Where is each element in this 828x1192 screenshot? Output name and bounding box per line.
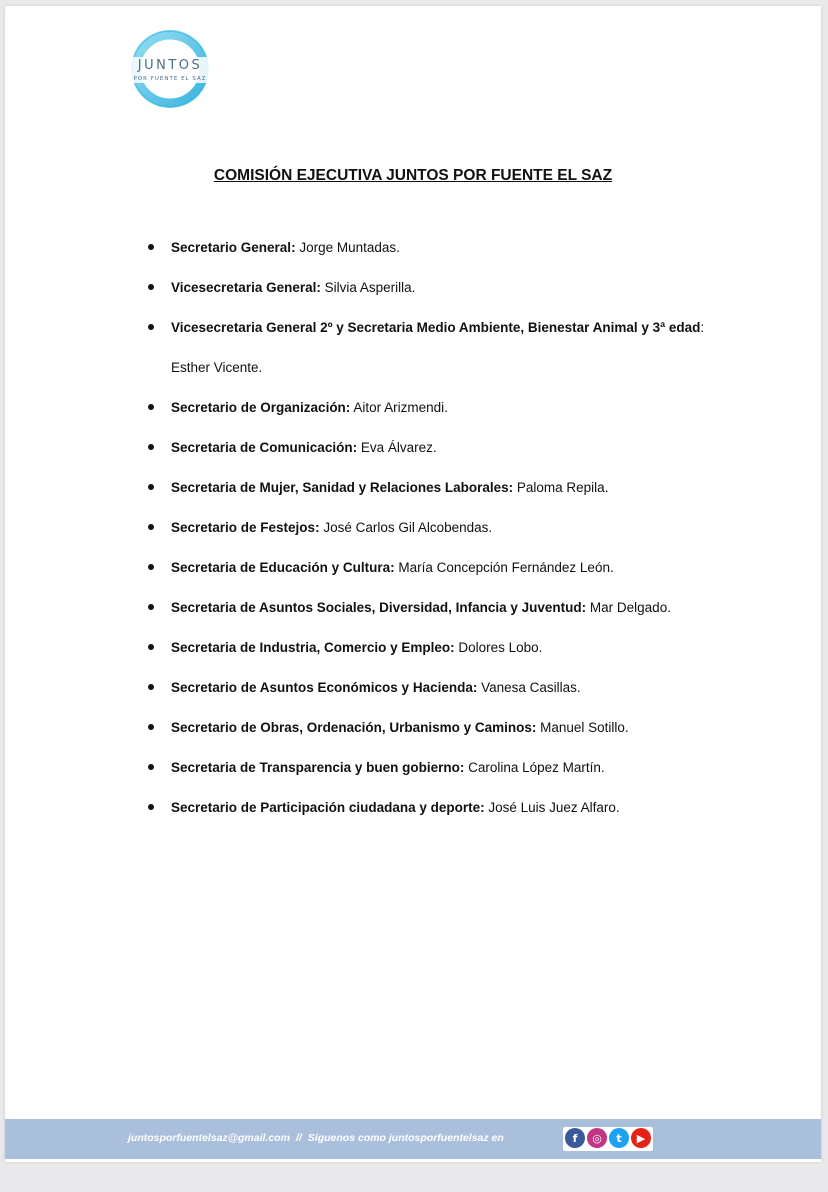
list-item [5, 268, 821, 308]
document-page [5, 6, 821, 1162]
role-label: Secretario de Obras, Ordenación, Urbanismo y Caminos: [171, 720, 537, 735]
footer-contact [128, 1132, 504, 1144]
list-item [5, 508, 821, 548]
member-name: Aitor Arizmendi. [350, 400, 448, 415]
footer-follow-text: Síguenos como juntosporfuentelsaz en [307, 1132, 504, 1144]
list-item [5, 708, 821, 748]
twitter-icon[interactable]: t [609, 1128, 629, 1148]
role-label: Secretaria de Transparencia y buen gobierno: [171, 760, 465, 775]
role-label: Secretario de Participación ciudadana y deporte: [171, 800, 485, 815]
member-name: José Carlos Gil Alcobendas. [319, 520, 493, 535]
list-item [5, 428, 821, 468]
member-name: Paloma Repila. [513, 480, 609, 495]
list-item [5, 308, 821, 388]
member-name: Vanesa Casillas. [477, 680, 581, 695]
member-name: Silvia Asperilla. [320, 280, 416, 295]
member-name: José Luis Juez Alfaro. [484, 800, 620, 815]
document-title: COMISIÓN EJECUTIVA JUNTOS POR FUENTE EL SAZ [213, 167, 613, 184]
role-label: Secretario General: [171, 240, 296, 255]
member-name: María Concepción Fernández León. [394, 560, 614, 575]
footer-band [5, 1119, 821, 1159]
list-item [5, 748, 821, 788]
member-name: Dolores Lobo. [454, 640, 543, 655]
youtube-icon[interactable]: ▶ [631, 1128, 651, 1148]
list-item [5, 788, 821, 828]
role-label: Secretaria de Asuntos Sociales, Diversidad, Infancia y Juventud: [171, 600, 587, 615]
role-label: Secretario de Asuntos Económicos y Hacienda: [171, 680, 478, 695]
social-icons [563, 1127, 653, 1151]
role-label: Secretario de Festejos: [171, 520, 320, 535]
member-name: Carolina López Martín. [464, 760, 605, 775]
list-item [5, 548, 821, 588]
list-item [5, 588, 821, 628]
list-item [5, 628, 821, 668]
role-label: Vicesecretaria General: [171, 280, 321, 295]
logo-wordmark: JUNTOS [137, 58, 203, 73]
list-item [5, 228, 821, 268]
role-label: Secretaria de Comunicación: [171, 440, 358, 455]
logo-subtitle: POR FUENTE EL SAZ [133, 76, 207, 82]
list-item [5, 388, 821, 428]
member-name: Jorge Muntadas. [295, 240, 400, 255]
member-name: Mar Delgado. [586, 600, 671, 615]
member-name: : Esther Vicente. [171, 320, 705, 375]
executive-committee-list [5, 228, 821, 828]
member-name: Eva Álvarez. [357, 440, 437, 455]
footer-email[interactable]: juntosporfuentelsaz@gmail.com [128, 1132, 290, 1144]
role-label: Secretaria de Mujer, Sanidad y Relaciones Laborales: [171, 480, 514, 495]
role-label: Secretario de Organización: [171, 400, 351, 415]
juntos-logo [125, 24, 215, 114]
instagram-icon[interactable]: ◎ [587, 1128, 607, 1148]
footer-separator: // [295, 1132, 302, 1144]
role-label: Secretaria de Educación y Cultura: [171, 560, 395, 575]
role-label: Vicesecretaria General 2º y Secretaria Medio Ambiente, Bienestar Animal y 3ª edad [171, 320, 701, 335]
facebook-icon[interactable]: f [565, 1128, 585, 1148]
list-item [5, 668, 821, 708]
member-name: Manuel Sotillo. [536, 720, 629, 735]
role-label: Secretaria de Industria, Comercio y Empleo: [171, 640, 455, 655]
list-item [5, 468, 821, 508]
